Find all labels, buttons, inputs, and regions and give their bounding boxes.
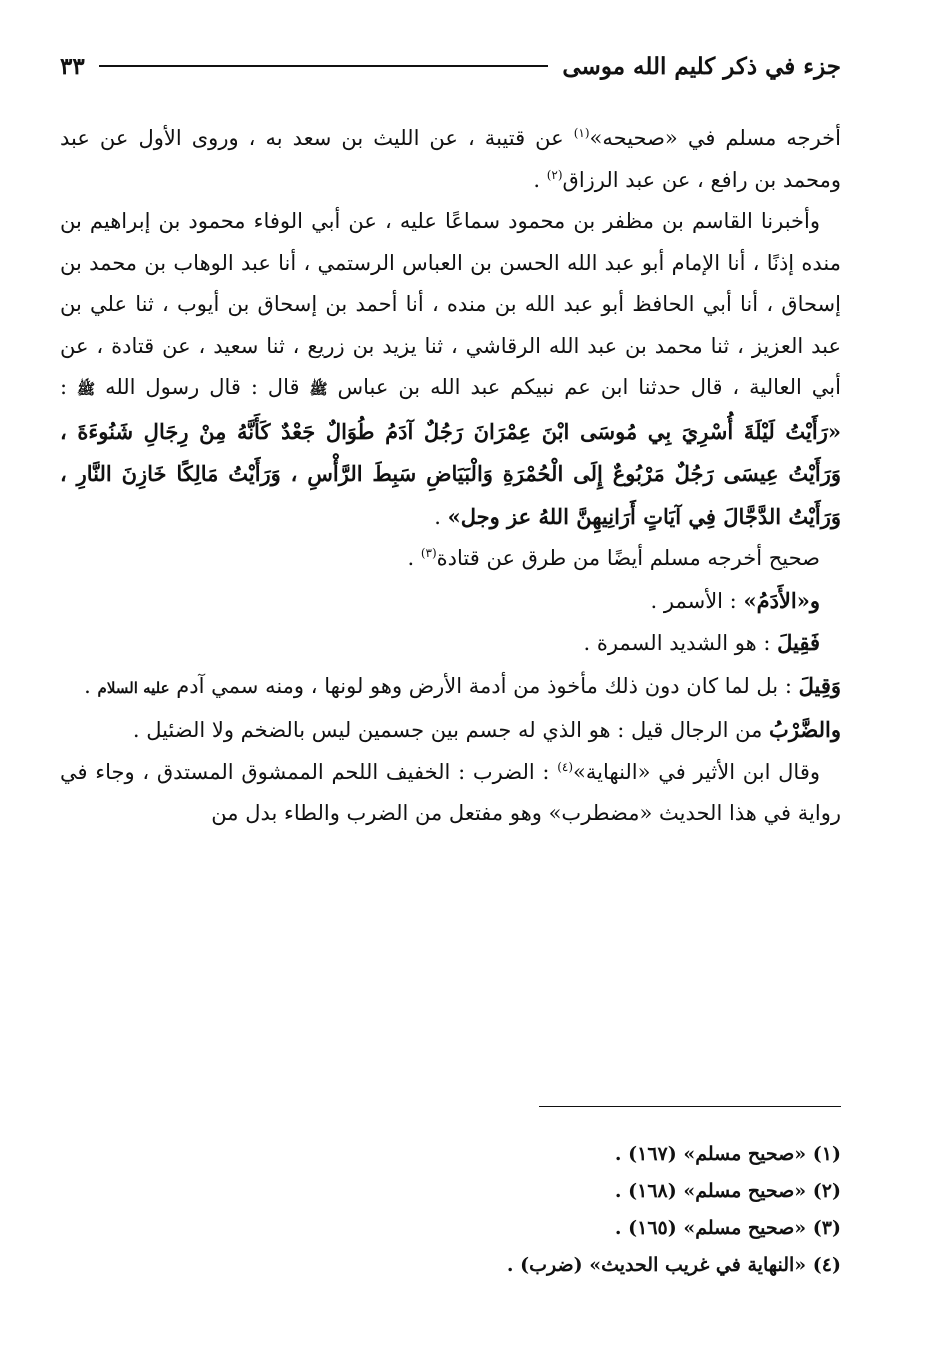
page-number: ٣٣ xyxy=(60,52,85,80)
footnote-2: (٢) «صحيح مسلم» (١٦٨) . xyxy=(614,1180,841,1202)
hadith-text: «رَأَيْتُ لَيْلَةَ أُسْرِيَ بِي مُوسَى ابْنَ عِمْرَانَ رَجُلٌ آدَمُ طُوَالٌ جَعْدٌ كَأَنَّهُ مِنْ رِجَالِ شَنُوءَةَ ، وَرَأَيْتُ عِيسَى رَجُلٌ مَرْبُوعٌ إِلَى الْحُمْرَةِ وَالْبَيَاضِ سَبِطَ الرَّأْسِ ، وَرَأَيْتُ مَالِكًا خَازِنَ النَّارِ ، وَرَأَيْتُ الدَّجَّالَ فِي آيَاتٍ أَرَانِيهِنَّ اللهُ عز وجل» xyxy=(60,418,841,529)
footnote-ref-4: (٤) xyxy=(557,759,574,774)
isnad-text: وأخبرنا القاسم بن مظفر بن محمود سماعًا عليه ، عن أبي الوفاء محمود بن إبراهيم بن منده إذنًا ، أنا الإمام أبو عبد الله الحسن بن العباس الرستمي ، أنا عبد الوهاب بن محمد بن إسحاق ، أنا أبي الحافظ أبو عبد الله بن منده ، أنا أحمد بن إسحاق بن أيوب ، ثنا علي بن عبد العزيز ، ثنا محمد بن عبد الله الرقاشي ، ثنا يزيد بن زريع ، ثنا سعيد ، عن قتادة ، عن أبي العالية ، قال حدثنا ابن عم نبيكم عبد الله بن عباس xyxy=(60,209,841,399)
defined-term: فَقِيلَ xyxy=(777,630,820,655)
text-run: . xyxy=(407,546,421,570)
paragraph-4 xyxy=(60,580,841,623)
paragraph-2 xyxy=(60,201,841,538)
header-rule xyxy=(99,65,549,67)
honorific-glyph: ﷺ xyxy=(309,380,328,398)
paragraph-1 xyxy=(60,118,841,201)
text-run: قال : قال رسول الله xyxy=(105,375,310,399)
text-run: . xyxy=(84,673,98,698)
running-title: جزء في ذكر كليم الله موسى xyxy=(562,52,841,80)
definition: : بل لما كان دون ذلك مأخوذ من أدمة الأرض وهو لونها ، ومنه سمي آدم xyxy=(176,673,799,698)
definition: : الأسمر . xyxy=(650,588,744,613)
text-run: أخرجه مسلم في «صحيحه» xyxy=(589,126,841,150)
defined-term: و«الأَدَمُ» xyxy=(743,587,820,613)
text-run: : xyxy=(60,375,77,399)
paragraph-6 xyxy=(60,665,841,710)
text-run: عن قتيبة ، عن الليث بن سعد به ، وروى الأول عن عبد ومحمد بن رافع ، عن عبد الرزاق xyxy=(60,126,841,192)
alayhi-salam-glyph: عليه السلام xyxy=(97,678,170,697)
footnote-ref-2: (٢) xyxy=(546,167,563,182)
page-header xyxy=(60,46,841,86)
footnote-ref-1: (١) xyxy=(573,126,590,140)
text-run: : الضرب : الخفيف اللحم الممشوق المستدق ، وجاء في رواية في هذا الحديث «مضطرب» وهو مفتعل من الضرب والطاء بدل من xyxy=(60,759,841,825)
text-run: . xyxy=(533,167,547,192)
paragraph-8 xyxy=(60,752,841,835)
paragraph-3 xyxy=(60,538,841,580)
salawat-glyph: ﷺ xyxy=(77,380,96,398)
footnote-1: (١) «صحيح مسلم» (١٦٧) . xyxy=(614,1143,841,1165)
paragraph-7 xyxy=(60,709,841,752)
footnote-ref-3: (٣) xyxy=(420,546,437,560)
paragraph-5 xyxy=(60,622,841,665)
text-run: صحيح أخرجه مسلم أيضًا من طرق عن قتادة xyxy=(436,546,820,570)
definition: من الرجال قيل : هو الذي له جسم بين جسمين ليس بالضخم ولا الضئيل . xyxy=(132,718,770,742)
footnote-separator xyxy=(539,1106,841,1107)
footnote-3: (٣) «صحيح مسلم» (١٦٥) . xyxy=(614,1217,841,1239)
text-run: . xyxy=(434,504,448,529)
main-text xyxy=(60,118,841,835)
text-run: وقال ابن الأثير في «النهاية» xyxy=(573,759,820,784)
defined-term: والضَّرْبُ xyxy=(769,717,841,742)
defined-term: وَقِيلَ xyxy=(798,672,841,698)
footnotes xyxy=(60,1136,841,1284)
footnote-4: (٤) «النهاية في غريب الحديث» (ضرب) . xyxy=(506,1254,841,1276)
definition: : هو الشديد السمرة . xyxy=(583,631,778,655)
